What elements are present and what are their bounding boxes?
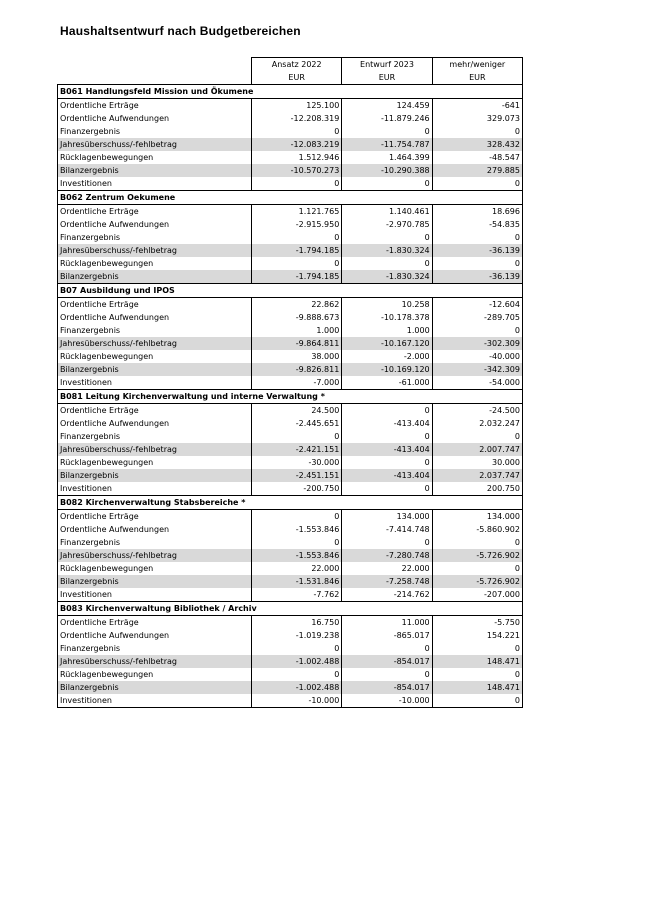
row-label: Rücklagenbewegungen — [58, 257, 252, 270]
row-label: Finanzergebnis — [58, 125, 252, 138]
value-mehr-weniger: 134.000 — [432, 510, 522, 524]
value-entwurf-2023: 0 — [342, 668, 432, 681]
table-row — [58, 376, 523, 390]
table-row — [58, 629, 523, 642]
table-row — [58, 244, 523, 257]
value-entwurf-2023: 0 — [342, 456, 432, 469]
section-title: B061 Handlungsfeld Mission und Ökumene — [58, 85, 523, 99]
row-label: Bilanzergebnis — [58, 164, 252, 177]
value-entwurf-2023: 0 — [342, 404, 432, 418]
table-row — [58, 417, 523, 430]
value-mehr-weniger: 0 — [432, 562, 522, 575]
header-unit: EUR — [432, 71, 522, 85]
row-label: Rücklagenbewegungen — [58, 151, 252, 164]
row-label: Investitionen — [58, 588, 252, 602]
row-label: Finanzergebnis — [58, 324, 252, 337]
row-label: Finanzergebnis — [58, 536, 252, 549]
value-ansatz-2022: 0 — [252, 668, 342, 681]
section-title: B081 Leitung Kirchenverwaltung und interne Verwaltung * — [58, 390, 523, 404]
value-entwurf-2023: -7.414.748 — [342, 523, 432, 536]
table-row — [58, 510, 523, 524]
table-row — [58, 298, 523, 312]
value-ansatz-2022: -2.451.151 — [252, 469, 342, 482]
row-label: Bilanzergebnis — [58, 363, 252, 376]
header-unit: EUR — [252, 71, 342, 85]
value-ansatz-2022: -1.002.488 — [252, 655, 342, 668]
section-header — [58, 390, 523, 404]
row-label: Bilanzergebnis — [58, 575, 252, 588]
row-label: Ordentliche Aufwendungen — [58, 218, 252, 231]
value-ansatz-2022: -7.000 — [252, 376, 342, 390]
value-mehr-weniger: 0 — [432, 125, 522, 138]
page-title: Haushaltsentwurf nach Budgetbereichen — [60, 24, 301, 38]
row-label: Rücklagenbewegungen — [58, 562, 252, 575]
value-mehr-weniger: 30.000 — [432, 456, 522, 469]
value-mehr-weniger: 2.037.747 — [432, 469, 522, 482]
value-entwurf-2023: -1.830.324 — [342, 244, 432, 257]
row-label: Ordentliche Erträge — [58, 99, 252, 113]
value-entwurf-2023: -11.879.246 — [342, 112, 432, 125]
value-entwurf-2023: 0 — [342, 257, 432, 270]
table-row — [58, 350, 523, 363]
section-title: B07 Ausbildung und IPOS — [58, 284, 523, 298]
row-label: Investitionen — [58, 177, 252, 191]
row-label: Ordentliche Erträge — [58, 298, 252, 312]
table-row — [58, 138, 523, 151]
value-mehr-weniger: -36.139 — [432, 270, 522, 284]
value-mehr-weniger: -342.309 — [432, 363, 522, 376]
value-entwurf-2023: -11.754.787 — [342, 138, 432, 151]
value-ansatz-2022: 22.862 — [252, 298, 342, 312]
table-row — [58, 257, 523, 270]
value-ansatz-2022: 0 — [252, 177, 342, 191]
value-ansatz-2022: 0 — [252, 642, 342, 655]
row-label: Investitionen — [58, 376, 252, 390]
value-entwurf-2023: -413.404 — [342, 443, 432, 456]
value-mehr-weniger: -302.309 — [432, 337, 522, 350]
table-row — [58, 311, 523, 324]
value-entwurf-2023: -61.000 — [342, 376, 432, 390]
value-ansatz-2022: 22.000 — [252, 562, 342, 575]
value-mehr-weniger: 279.885 — [432, 164, 522, 177]
table-row — [58, 562, 523, 575]
value-entwurf-2023: -2.970.785 — [342, 218, 432, 231]
table-row — [58, 337, 523, 350]
row-label: Jahresüberschuss/-fehlbetrag — [58, 337, 252, 350]
value-ansatz-2022: 125.100 — [252, 99, 342, 113]
table-row — [58, 456, 523, 469]
value-ansatz-2022: 0 — [252, 231, 342, 244]
row-label: Finanzergebnis — [58, 430, 252, 443]
row-label: Jahresüberschuss/-fehlbetrag — [58, 655, 252, 668]
table-row — [58, 694, 523, 708]
row-label: Investitionen — [58, 482, 252, 496]
value-mehr-weniger: 148.471 — [432, 655, 522, 668]
row-label: Rücklagenbewegungen — [58, 668, 252, 681]
value-mehr-weniger: -24.500 — [432, 404, 522, 418]
table-row — [58, 177, 523, 191]
value-entwurf-2023: 10.258 — [342, 298, 432, 312]
value-entwurf-2023: 0 — [342, 231, 432, 244]
value-ansatz-2022: -7.762 — [252, 588, 342, 602]
section-header — [58, 191, 523, 205]
value-ansatz-2022: 0 — [252, 536, 342, 549]
row-label: Rücklagenbewegungen — [58, 350, 252, 363]
section-header — [58, 496, 523, 510]
table-row — [58, 270, 523, 284]
row-label: Ordentliche Aufwendungen — [58, 112, 252, 125]
table-row — [58, 231, 523, 244]
value-entwurf-2023: 0 — [342, 125, 432, 138]
row-label: Bilanzergebnis — [58, 469, 252, 482]
value-mehr-weniger: 0 — [432, 177, 522, 191]
table-row — [58, 218, 523, 231]
table-row — [58, 164, 523, 177]
value-ansatz-2022: -2.421.151 — [252, 443, 342, 456]
value-ansatz-2022: 16.750 — [252, 616, 342, 630]
header-row-top — [58, 58, 523, 72]
value-ansatz-2022: 24.500 — [252, 404, 342, 418]
value-entwurf-2023: -214.762 — [342, 588, 432, 602]
value-ansatz-2022: -12.208.319 — [252, 112, 342, 125]
value-mehr-weniger: -207.000 — [432, 588, 522, 602]
table-row — [58, 151, 523, 164]
header-unit: EUR — [342, 71, 432, 85]
table-row — [58, 549, 523, 562]
value-ansatz-2022: -1.553.846 — [252, 523, 342, 536]
table-row — [58, 523, 523, 536]
value-ansatz-2022: -200.750 — [252, 482, 342, 496]
value-ansatz-2022: 1.512.946 — [252, 151, 342, 164]
value-entwurf-2023: -10.290.388 — [342, 164, 432, 177]
value-entwurf-2023: 0 — [342, 482, 432, 496]
row-label: Bilanzergebnis — [58, 681, 252, 694]
row-label: Investitionen — [58, 694, 252, 708]
row-label: Jahresüberschuss/-fehlbetrag — [58, 549, 252, 562]
section-header — [58, 284, 523, 298]
value-entwurf-2023: 0 — [342, 642, 432, 655]
header-mehr-weniger: mehr/weniger — [432, 58, 522, 72]
value-entwurf-2023: -10.178.378 — [342, 311, 432, 324]
value-ansatz-2022: -2.915.950 — [252, 218, 342, 231]
value-mehr-weniger: 0 — [432, 257, 522, 270]
table-row — [58, 616, 523, 630]
value-mehr-weniger: 200.750 — [432, 482, 522, 496]
section-header — [58, 602, 523, 616]
value-ansatz-2022: -1.019.238 — [252, 629, 342, 642]
table-row — [58, 324, 523, 337]
value-mehr-weniger: 0 — [432, 231, 522, 244]
value-mehr-weniger: -5.726.902 — [432, 549, 522, 562]
row-label: Finanzergebnis — [58, 642, 252, 655]
value-mehr-weniger: -54.000 — [432, 376, 522, 390]
section-title: B082 Kirchenverwaltung Stabsbereiche * — [58, 496, 523, 510]
value-entwurf-2023: -7.258.748 — [342, 575, 432, 588]
row-label: Ordentliche Aufwendungen — [58, 311, 252, 324]
value-entwurf-2023: -10.167.120 — [342, 337, 432, 350]
value-mehr-weniger: -48.547 — [432, 151, 522, 164]
value-entwurf-2023: -10.000 — [342, 694, 432, 708]
value-entwurf-2023: 0 — [342, 430, 432, 443]
value-mehr-weniger: -36.139 — [432, 244, 522, 257]
value-ansatz-2022: 0 — [252, 430, 342, 443]
table-row — [58, 99, 523, 113]
value-entwurf-2023: 1.140.461 — [342, 205, 432, 219]
header-row-unit — [58, 71, 523, 85]
value-mehr-weniger: 0 — [432, 430, 522, 443]
table-row — [58, 575, 523, 588]
value-ansatz-2022: -9.888.673 — [252, 311, 342, 324]
table-row — [58, 482, 523, 496]
table-row — [58, 536, 523, 549]
header-blank — [58, 58, 252, 72]
section-title: B083 Kirchenverwaltung Bibliothek / Archiv — [58, 602, 523, 616]
value-mehr-weniger: 2.032.247 — [432, 417, 522, 430]
row-label: Rücklagenbewegungen — [58, 456, 252, 469]
value-entwurf-2023: -854.017 — [342, 655, 432, 668]
row-label: Ordentliche Aufwendungen — [58, 629, 252, 642]
value-ansatz-2022: -9.864.811 — [252, 337, 342, 350]
table-row — [58, 430, 523, 443]
value-mehr-weniger: -5.726.902 — [432, 575, 522, 588]
value-mehr-weniger: 148.471 — [432, 681, 522, 694]
row-label: Jahresüberschuss/-fehlbetrag — [58, 244, 252, 257]
value-ansatz-2022: 0 — [252, 125, 342, 138]
value-mehr-weniger: 0 — [432, 536, 522, 549]
row-label: Ordentliche Erträge — [58, 616, 252, 630]
table-row — [58, 404, 523, 418]
value-mehr-weniger: 0 — [432, 324, 522, 337]
value-entwurf-2023: -10.169.120 — [342, 363, 432, 376]
value-entwurf-2023: -854.017 — [342, 681, 432, 694]
value-ansatz-2022: -30.000 — [252, 456, 342, 469]
value-mehr-weniger: 0 — [432, 642, 522, 655]
row-label: Jahresüberschuss/-fehlbetrag — [58, 443, 252, 456]
value-ansatz-2022: -12.083.219 — [252, 138, 342, 151]
value-mehr-weniger: 18.696 — [432, 205, 522, 219]
value-mehr-weniger: -641 — [432, 99, 522, 113]
table-row — [58, 668, 523, 681]
header-entwurf-2023: Entwurf 2023 — [342, 58, 432, 72]
value-ansatz-2022: -2.445.651 — [252, 417, 342, 430]
value-mehr-weniger: -289.705 — [432, 311, 522, 324]
row-label: Ordentliche Aufwendungen — [58, 523, 252, 536]
value-mehr-weniger: -54.835 — [432, 218, 522, 231]
row-label: Jahresüberschuss/-fehlbetrag — [58, 138, 252, 151]
value-entwurf-2023: -413.404 — [342, 469, 432, 482]
value-entwurf-2023: 0 — [342, 177, 432, 191]
value-ansatz-2022: -10.000 — [252, 694, 342, 708]
table-row — [58, 205, 523, 219]
row-label: Ordentliche Erträge — [58, 205, 252, 219]
table-row — [58, 642, 523, 655]
section-header — [58, 85, 523, 99]
value-mehr-weniger: -5.750 — [432, 616, 522, 630]
table-row — [58, 655, 523, 668]
value-entwurf-2023: 124.459 — [342, 99, 432, 113]
value-mehr-weniger: 154.221 — [432, 629, 522, 642]
value-ansatz-2022: -9.826.811 — [252, 363, 342, 376]
value-mehr-weniger: 328.432 — [432, 138, 522, 151]
value-entwurf-2023: -7.280.748 — [342, 549, 432, 562]
value-ansatz-2022: -1.002.488 — [252, 681, 342, 694]
table-row — [58, 588, 523, 602]
value-ansatz-2022: -1.553.846 — [252, 549, 342, 562]
table-row — [58, 112, 523, 125]
value-entwurf-2023: 1.000 — [342, 324, 432, 337]
value-ansatz-2022: -1.794.185 — [252, 270, 342, 284]
header-ansatz-2022: Ansatz 2022 — [252, 58, 342, 72]
section-title: B062 Zentrum Oekumene — [58, 191, 523, 205]
row-label: Finanzergebnis — [58, 231, 252, 244]
value-entwurf-2023: 0 — [342, 536, 432, 549]
value-entwurf-2023: -1.830.324 — [342, 270, 432, 284]
value-entwurf-2023: 22.000 — [342, 562, 432, 575]
row-label: Bilanzergebnis — [58, 270, 252, 284]
table-row — [58, 443, 523, 456]
value-ansatz-2022: 0 — [252, 257, 342, 270]
value-mehr-weniger: -12.604 — [432, 298, 522, 312]
value-entwurf-2023: -413.404 — [342, 417, 432, 430]
value-mehr-weniger: 2.007.747 — [432, 443, 522, 456]
value-entwurf-2023: 134.000 — [342, 510, 432, 524]
table-row — [58, 681, 523, 694]
row-label: Ordentliche Erträge — [58, 404, 252, 418]
table-row — [58, 363, 523, 376]
value-ansatz-2022: 0 — [252, 510, 342, 524]
value-ansatz-2022: 38.000 — [252, 350, 342, 363]
value-entwurf-2023: 11.000 — [342, 616, 432, 630]
table-row — [58, 125, 523, 138]
value-mehr-weniger: 329.073 — [432, 112, 522, 125]
value-entwurf-2023: -865.017 — [342, 629, 432, 642]
value-ansatz-2022: -1.531.846 — [252, 575, 342, 588]
row-label: Ordentliche Aufwendungen — [58, 417, 252, 430]
row-label: Ordentliche Erträge — [58, 510, 252, 524]
value-mehr-weniger: 0 — [432, 668, 522, 681]
value-mehr-weniger: -5.860.902 — [432, 523, 522, 536]
value-ansatz-2022: 1.121.765 — [252, 205, 342, 219]
value-ansatz-2022: 1.000 — [252, 324, 342, 337]
value-ansatz-2022: -10.570.273 — [252, 164, 342, 177]
value-mehr-weniger: 0 — [432, 694, 522, 708]
value-ansatz-2022: -1.794.185 — [252, 244, 342, 257]
value-entwurf-2023: 1.464.399 — [342, 151, 432, 164]
table-row — [58, 469, 523, 482]
header-blank — [58, 71, 252, 85]
value-entwurf-2023: -2.000 — [342, 350, 432, 363]
value-mehr-weniger: -40.000 — [432, 350, 522, 363]
budget-table — [57, 57, 523, 708]
